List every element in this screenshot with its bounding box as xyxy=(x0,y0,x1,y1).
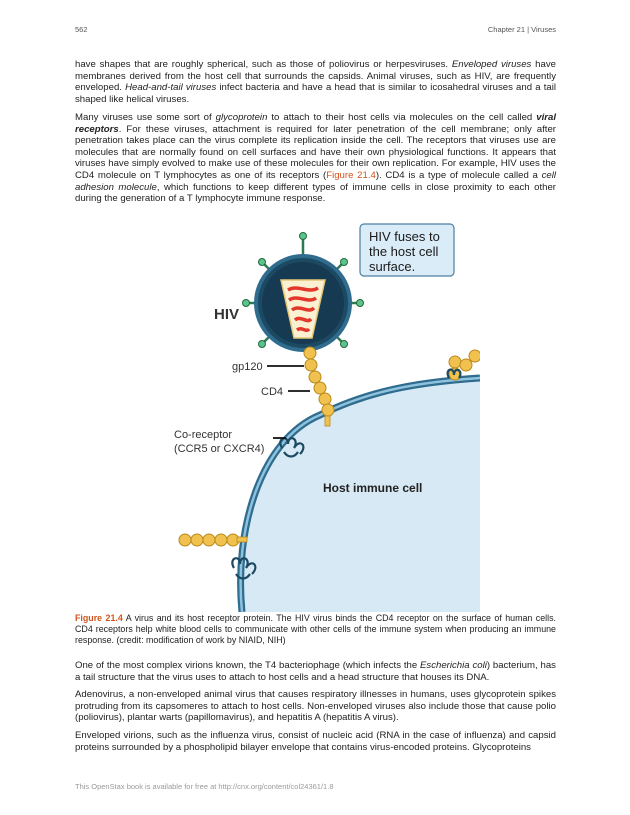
paragraph-t4-bacteriophage xyxy=(75,660,556,683)
text-run: to attach to their host cells via molecules on the cell called xyxy=(267,112,537,123)
hiv-binding-figure xyxy=(170,220,480,612)
footer-source: This OpenStax book is available for free at http://cnx.org/content/col24361/1.8 xyxy=(75,782,334,791)
callout-line-1: HIV fuses to xyxy=(369,229,440,244)
paragraph-adenovirus: Adenovirus, a non-enveloped animal virus that causes respiratory illnesses in humans, uses glycoprotein spikes protruding from its capsomeres to attach to host cells. Non-enveloped viruses also include those that cause polio (poliovirus), plantar warts (papillomavirus), and hepatitis A (hepatitis A virus). xyxy=(75,689,556,724)
cd4-receptor-left xyxy=(179,534,239,546)
host-cell-body xyxy=(241,378,480,612)
callout-line-3: surface. xyxy=(369,259,416,274)
cd4-label: CD4 xyxy=(261,386,284,398)
figure-reference-link[interactable]: Figure 21.4 xyxy=(326,169,376,181)
text-run: . For these viruses, attachment is required for later penetration of the cell membrane; only after penetration takes place can the virus complete its replication inside the cell. The receptors that viruses use are molecules that are normally found on cell surfaces and have their own physiological functions. It appears that viruses have simply evolved to make use of these molecules for their own replication. For example, HIV uses the CD4 molecule on T lymphocytes as one of its receptors ( xyxy=(75,123,556,181)
hiv-label: HIV xyxy=(214,306,240,323)
term-glycoprotein: glycoprotein xyxy=(215,112,268,123)
term-escherichia-coli: Escherichia coli xyxy=(420,660,487,671)
cd4-receptor xyxy=(304,347,334,416)
text-run: have shapes that are roughly spherical, such as those of poliovirus or herpesviruses. xyxy=(75,59,452,70)
text-run: have membranes derived from the host cell that surrounds the capsids. Animal viruses, such as HIV, are frequently enveloped. xyxy=(75,59,556,94)
paragraph-virus-shapes xyxy=(75,59,556,105)
text-run: infect bacteria and have a head that is similar to icosahedral viruses and a tail shaped like helical viruses. xyxy=(75,82,556,105)
chapter-header: Chapter 21 | Viruses xyxy=(487,25,556,34)
paragraph-viral-receptors xyxy=(75,112,556,205)
text-run: One of the most complex virions known, the T4 bacteriophage (which infects the xyxy=(75,660,421,671)
text-run: ). CD4 is a type of molecule called a xyxy=(375,169,542,181)
text-run: , which functions to keep different types of immune cells in close proximity to each other during the generation of a T lymphocyte immune response. xyxy=(75,181,556,205)
page-number: 562 xyxy=(75,25,88,34)
paragraph-enveloped-virions: Enveloped virions, such as the influenza virus, consist of nucleic acid (RNA in the case of influenza) and capsid proteins surrounded by a phospholipid bilayer envelope that contains virus-encoded proteins. Glycoproteins xyxy=(75,730,556,753)
caption-label: Figure 21.4 xyxy=(75,613,123,623)
gp120-label: gp120 xyxy=(232,361,263,373)
term-head-and-tail-viruses: Head-and-tail viruses xyxy=(125,82,217,94)
term-cell-adhesion-molecule: cell adhesion molecule xyxy=(75,169,556,193)
text-run: Many viruses use some sort of xyxy=(75,112,216,123)
host-cell-label: Host immune cell xyxy=(323,481,423,495)
term-viral-receptors: viral receptors xyxy=(75,112,556,135)
term-enveloped-viruses: Enveloped viruses xyxy=(451,59,532,70)
text-run: ) bacterium, has a tail structure that the virus uses to attach to host cells and a head structure that houses its DNA. xyxy=(75,660,556,683)
coreceptor-label-1: Co-receptor xyxy=(174,429,233,441)
caption-text: A virus and its host receptor protein. The HIV virus binds the CD4 receptor on the surface of human cells. CD4 receptors help white blood cells to communicate with other cells of the immune system when producing an immune response. (credit: modification of work by NIAID, NIH) xyxy=(75,613,556,645)
figure-caption xyxy=(75,613,556,646)
callout-line-2: the host cell xyxy=(369,244,439,259)
coreceptor-label-2: (CCR5 or CXCR4) xyxy=(174,443,265,455)
